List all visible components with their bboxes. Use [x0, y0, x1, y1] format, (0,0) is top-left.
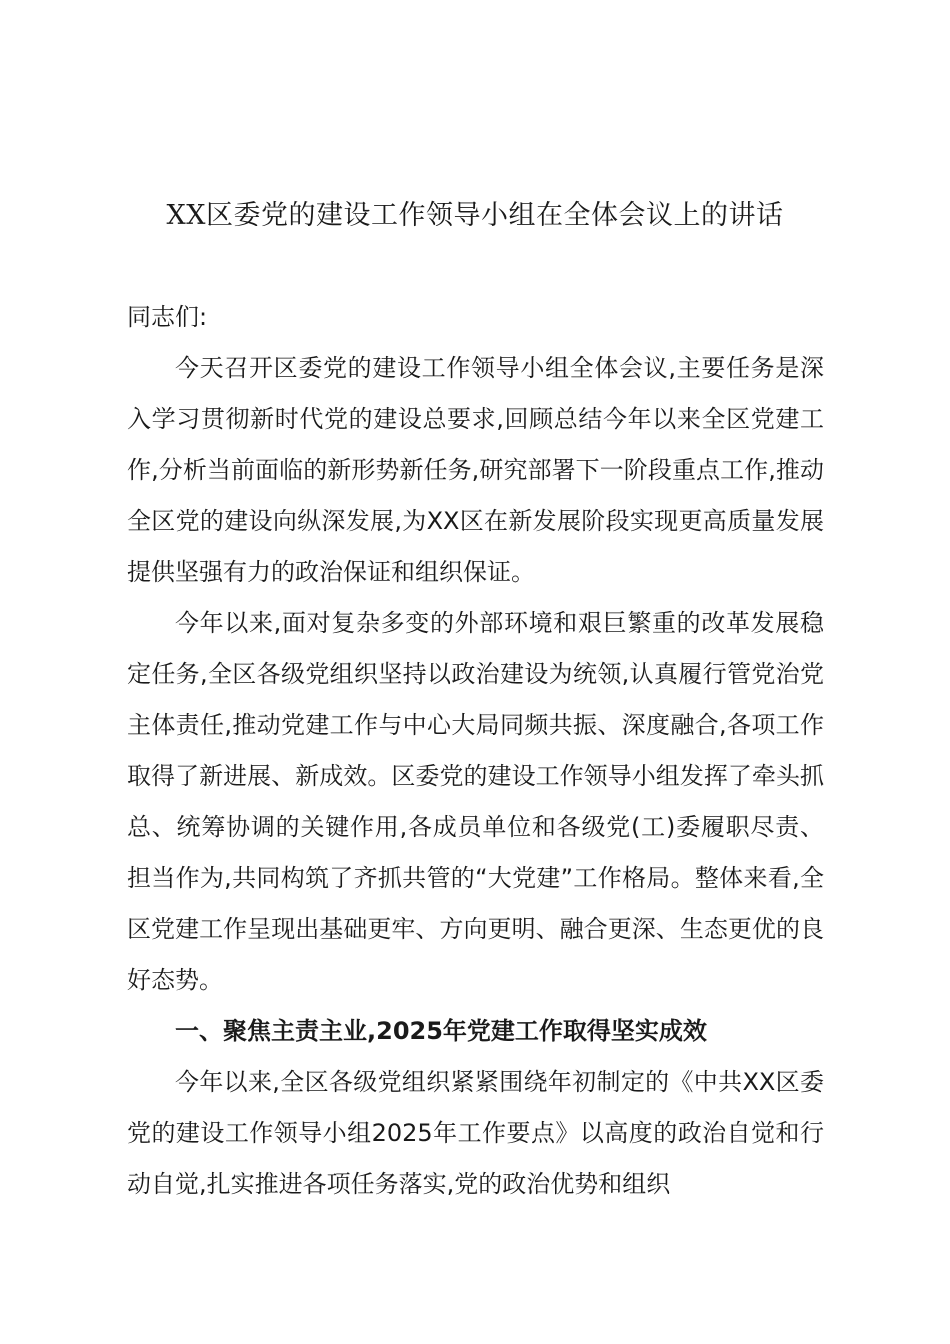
- paragraph-overview: 今年以来,面对复杂多变的外部环境和艰巨繁重的改革发展稳定任务,全区各级党组织坚持以政治建设为统领,认真履行管党治党主体责任,推动党建工作与中心大局同频共振、深度融合,各项工作取得了新进展、新成效。区委党的建设工作领导小组发挥了牵头抓总、统筹协调的关键作用,各成员单位和各级党(工)委履职尽责、担当作为,共同构筑了齐抓共管的“大党建”工作格局。整体来看,全区党建工作呈现出基础更牢、方向更明、融合更深、生态更优的良好态势。: [127, 609, 824, 994]
- paragraph-intro: 今天召开区委党的建设工作领导小组全体会议,主要任务是深入学习贯彻新时代党的建设总要求,回顾总结今年以来全区党建工作,分析当前面临的新形势新任务,研究部署下一阶段重点工作,推动全区党的建设向纵深发展,为XX区在新发展阶段实现更高质量发展提供坚强有力的政治保证和组织保证。: [127, 354, 824, 586]
- document-body: [127, 292, 824, 1210]
- section-paragraph: 今年以来,全区各级党组织紧紧围绕年初制定的《中共XX区委党的建设工作领导小组2025年工作要点》以高度的政治自觉和行动自觉,扎实推进各项任务落实,党的政治优势和组织: [127, 1068, 824, 1198]
- document-title: XX区委党的建设工作领导小组在全体会议上的讲话: [166, 200, 784, 231]
- salutation: 同志们:: [127, 303, 208, 331]
- section-heading: 一、聚焦主责主业,2025年党建工作取得坚实成效: [175, 1017, 707, 1045]
